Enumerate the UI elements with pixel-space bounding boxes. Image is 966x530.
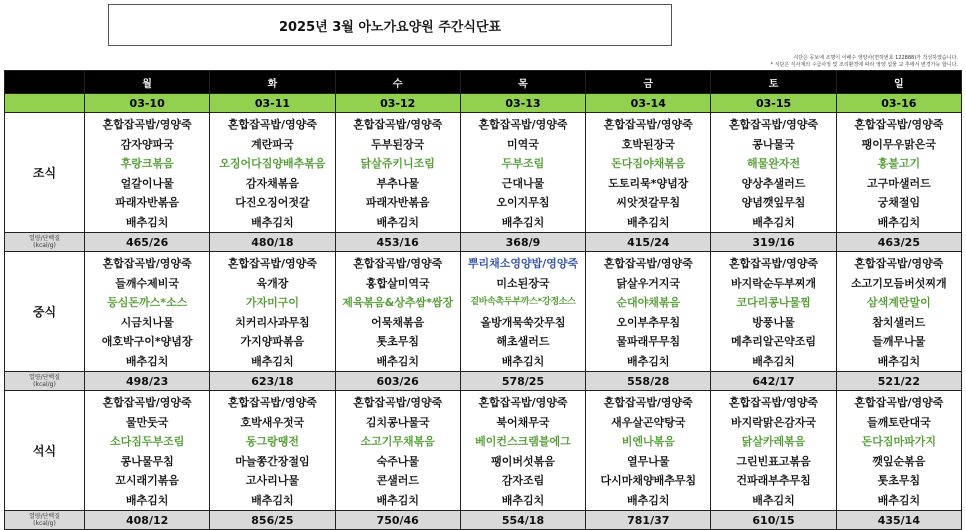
- date-label: 03-16: [836, 94, 961, 113]
- menu-item: 배추김치: [376, 354, 419, 368]
- kcal-value: 415/24: [586, 233, 711, 252]
- menu-item: 배추김치: [752, 493, 795, 507]
- corner-cell: [5, 94, 85, 113]
- menu-cell: [836, 252, 961, 372]
- menu-item: 들깨토란대국: [866, 415, 931, 429]
- menu-item: 들깨무나물: [872, 335, 926, 348]
- menu-item: 혼합잡곡밥/영양죽: [854, 118, 944, 131]
- menu-item: 닭살카레볶음: [741, 435, 806, 448]
- menu-cell: [335, 391, 460, 511]
- date-label: 03-14: [586, 94, 711, 113]
- menu-item: 배추김치: [376, 493, 419, 507]
- kcal-label-line: 열량/단백질: [28, 374, 60, 381]
- menu-item: 삼색계란말이: [866, 296, 931, 309]
- menu-cell: [335, 113, 460, 233]
- day-label: 금: [586, 71, 711, 94]
- kcal-value: 623/18: [210, 372, 335, 391]
- kcal-row: [5, 511, 962, 530]
- menu-item: 올방개묵쑥갓무침: [480, 315, 566, 329]
- menu-item: 씨앗젓갈무침: [616, 196, 681, 209]
- menu-item: 혼합잡곡밥/영양죽: [729, 396, 819, 409]
- menu-item: 배추김치: [251, 354, 294, 368]
- menu-item: 바지락맑은감자국: [731, 415, 817, 429]
- menu-item: 꼬시래기볶음: [115, 474, 180, 487]
- date-label: 03-12: [335, 94, 460, 113]
- menu-item: 닭살우거지국: [616, 276, 681, 290]
- day-header-row: [5, 71, 962, 94]
- menu-item: 닭살쥬키니조림: [360, 157, 435, 170]
- menu-item: 배추김치: [877, 354, 921, 368]
- menu-item: 치커리사과무침: [235, 315, 310, 329]
- menu-item: 그린빈표고볶음: [736, 454, 811, 468]
- menu-item: 미역국: [507, 137, 539, 151]
- menu-item: 톳초무침: [877, 474, 921, 487]
- menu-item: 물만둣국: [125, 415, 169, 429]
- kcal-label-unit: (kcal/g): [33, 242, 56, 249]
- menu-item: 돈다짐마파가지: [861, 435, 937, 448]
- menu-item: 바지락순두부찌개: [731, 276, 817, 290]
- menu-item: 혼합잡곡밥/영양죽: [729, 118, 819, 131]
- menu-item: 홍불고기: [877, 157, 921, 170]
- menu-item: 뿌리채소영양밥/영양죽: [467, 257, 579, 270]
- kcal-value: 319/16: [711, 233, 836, 252]
- menu-item: 후랑크볶음: [120, 157, 174, 170]
- menu-cell: [85, 252, 210, 372]
- kcal-value: 781/37: [586, 511, 711, 530]
- kcal-value: 368/9: [460, 233, 585, 252]
- menu-item: 콩나물국: [752, 137, 795, 151]
- menu-item: 궁채절임: [877, 196, 921, 209]
- menu-item: 혼합잡곡밥/영양죽: [353, 396, 443, 409]
- kcal-value: 554/18: [460, 511, 585, 530]
- menu-item: 배추김치: [627, 215, 670, 229]
- menu-item: 가지양파볶음: [240, 335, 305, 348]
- meal-label: 석식: [5, 391, 85, 511]
- menu-item: 건파래부추무침: [736, 474, 811, 487]
- day-label: 일: [836, 71, 961, 94]
- menu-item: 혼합잡곡밥/영양죽: [603, 396, 693, 409]
- menu-item: 코다리콩나물찜: [736, 296, 811, 309]
- kcal-value: 465/26: [85, 233, 210, 252]
- menu-item: 돈다짐야채볶음: [611, 157, 686, 170]
- kcal-label-line: 열량/단백질: [28, 513, 60, 520]
- meal-label: 조식: [5, 113, 85, 233]
- menu-cell: [711, 391, 836, 511]
- menu-item: 혼합잡곡밥/영양죽: [729, 257, 819, 270]
- meal-row: [5, 391, 962, 511]
- menu-item: 계란파국: [251, 137, 294, 151]
- day-label: 화: [210, 71, 335, 94]
- page-title: 2025년 3월 아노가요양원 주간식단표: [108, 4, 672, 46]
- menu-item: 시금치나물: [120, 315, 174, 329]
- menu-item: 콘샐러드: [376, 474, 419, 487]
- menu-item: 얼갈이나물: [120, 176, 174, 190]
- kcal-label: [5, 372, 85, 391]
- menu-item: 파래자반볶음: [115, 196, 180, 209]
- menu-item: 혼합잡곡밥/영양죽: [227, 396, 317, 409]
- kcal-value: 521/22: [836, 372, 961, 391]
- menu-item: 동그랑땡전: [245, 435, 299, 448]
- meal-label: 중식: [5, 252, 85, 372]
- menu-item: 혼합잡곡밥/영양죽: [854, 396, 944, 409]
- menu-item: 콩나물무침: [120, 454, 174, 468]
- menu-item: 북어채무국: [496, 415, 550, 429]
- day-label: 월: [85, 71, 210, 94]
- menu-item: 다진오징어젓갈: [235, 196, 310, 209]
- menu-item: 열무나물: [627, 454, 670, 468]
- change-note: * 식단은 식사재의 수급사정 및 조리환경에 따라 영양 섭물 교 추에서 변경가능 합니다.: [770, 62, 958, 68]
- kcal-value: 480/18: [210, 233, 335, 252]
- menu-item: 양상추샐러드: [741, 176, 806, 190]
- menu-item: 감자조림: [501, 474, 545, 487]
- menu-cell: [210, 391, 335, 511]
- menu-item: 혼합잡곡밥/영양죽: [227, 257, 317, 270]
- menu-item: 배추김치: [752, 354, 795, 368]
- menu-item: 배추김치: [251, 493, 294, 507]
- kcal-value: 750/46: [335, 511, 460, 530]
- menu-item: 오징어다짐양배추볶음: [219, 157, 326, 170]
- kcal-label: [5, 511, 85, 530]
- menu-item: 미소된장국: [496, 276, 550, 290]
- menu-item: 제육볶음&상추쌈*쌈장: [342, 296, 454, 309]
- menu-item: 메추리알곤약조림: [731, 335, 817, 348]
- kcal-value: 856/25: [210, 511, 335, 530]
- menu-cell: [460, 252, 585, 372]
- date-header-row: [5, 94, 962, 113]
- kcal-label: [5, 233, 85, 252]
- menu-cell: [460, 391, 585, 511]
- menu-item: 팽이무우맑은국: [861, 137, 937, 151]
- menu-item: 두부된장국: [371, 137, 425, 151]
- menu-cell: [85, 391, 210, 511]
- menu-item: 방풍나물: [752, 315, 795, 329]
- menu-cell: [586, 391, 711, 511]
- menu-item: 해초샐러드: [496, 335, 550, 348]
- dietitian-note: 식단은 공보에 조명이 이배수 영양사(면허번호 122888)가 작성하였습니다.: [793, 55, 958, 61]
- menu-cell: [335, 252, 460, 372]
- kcal-value: 642/17: [711, 372, 836, 391]
- menu-item: 배추김치: [376, 215, 419, 229]
- menu-item: 물파래무무침: [616, 335, 681, 348]
- kcal-value: 603/26: [335, 372, 460, 391]
- menu-cell: [586, 113, 711, 233]
- menu-item: 감자양파국: [120, 137, 174, 151]
- menu-item: 혼합잡곡밥/영양죽: [102, 396, 192, 409]
- kcal-label-line: 열량/단백질: [28, 235, 60, 242]
- menu-item: 숙주나물: [376, 454, 419, 468]
- menu-item: 혼합잡곡밥/영양죽: [227, 118, 317, 131]
- menu-cell: [836, 391, 961, 511]
- menu-item: 배추김치: [877, 215, 921, 229]
- menu-item: 혼합잡곡밥/영양죽: [102, 118, 192, 131]
- kcal-label-unit: (kcal/g): [33, 520, 56, 527]
- day-label: 수: [335, 71, 460, 94]
- kcal-value: 453/16: [335, 233, 460, 252]
- kcal-value: 463/25: [836, 233, 961, 252]
- day-label: 목: [460, 71, 585, 94]
- day-label: 토: [711, 71, 836, 94]
- menu-item: 김치콩나물국: [365, 415, 430, 429]
- menu-item: 양념깻잎무침: [741, 196, 806, 209]
- menu-item: 배추김치: [501, 493, 545, 507]
- date-label: 03-13: [460, 94, 585, 113]
- kcal-value: 578/25: [460, 372, 585, 391]
- meal-row: [5, 113, 962, 233]
- menu-item: 혼합잡곡밥/영양죽: [603, 118, 693, 131]
- menu-item: 베이컨스크램블에그: [475, 435, 571, 448]
- menu-item: 혼합잡곡밥/영양죽: [102, 257, 192, 270]
- menu-cell: [460, 113, 585, 233]
- menu-item: 소고기모듬버섯찌개: [851, 276, 947, 290]
- weekly-menu-table: [4, 70, 962, 530]
- menu-item: 어묵채볶음: [371, 315, 425, 329]
- menu-item: 배추김치: [501, 354, 545, 368]
- kcal-row: [5, 233, 962, 252]
- menu-item: 부추나물: [376, 176, 419, 190]
- menu-item: 깻잎순볶음: [872, 454, 926, 468]
- menu-item: 겉바속촉두부까스*강정소스: [470, 297, 576, 307]
- menu-item: 톳초무침: [376, 335, 419, 348]
- menu-item: 다시마채양배추무침: [600, 474, 697, 487]
- menu-item: 참치샐러드: [872, 315, 926, 329]
- menu-item: 근대나물: [501, 176, 545, 190]
- date-label: 03-15: [711, 94, 836, 113]
- menu-item: 순대야채볶음: [616, 296, 681, 309]
- menu-item: 호박된장국: [621, 137, 675, 151]
- kcal-label-unit: (kcal/g): [33, 381, 56, 388]
- menu-item: 파래자반볶음: [365, 196, 430, 209]
- date-label: 03-10: [85, 94, 210, 113]
- menu-item: 도토리묵*양념장: [608, 176, 689, 190]
- menu-item: 고구마샐러드: [866, 176, 931, 190]
- menu-cell: [586, 252, 711, 372]
- menu-item: 혼합잡곡밥/영양죽: [478, 118, 568, 131]
- menu-item: 마늘쫑간장절임: [235, 454, 310, 468]
- menu-item: 혼합잡곡밥/영양죽: [353, 257, 443, 270]
- menu-item: 비엔나볶음: [621, 435, 675, 448]
- menu-item: 배추김치: [877, 493, 921, 507]
- menu-item: 들깨수제비국: [115, 276, 180, 290]
- menu-item: 혼합잡곡밥/영양죽: [854, 257, 944, 270]
- menu-item: 애호박구이*양념장: [101, 335, 193, 348]
- menu-item: 고사리나물: [245, 474, 299, 487]
- kcal-row: [5, 372, 962, 391]
- corner-cell: [5, 71, 85, 94]
- menu-item: 육개장: [256, 276, 289, 290]
- menu-item: 배추김치: [251, 215, 294, 229]
- menu-item: 새우살곤약탕국: [611, 415, 686, 429]
- menu-item: 혼합잡곡밥/영양죽: [603, 257, 693, 270]
- menu-cell: [711, 252, 836, 372]
- kcal-value: 435/14: [836, 511, 961, 530]
- menu-item: 호박새우젓국: [240, 415, 305, 429]
- menu-item: 오이부추무침: [616, 315, 681, 329]
- menu-item: 감자채볶음: [245, 176, 299, 190]
- menu-item: 오이지무침: [496, 196, 550, 209]
- menu-item: 팽이버섯볶음: [491, 454, 555, 468]
- date-label: 03-11: [210, 94, 335, 113]
- menu-item: 두부조림: [501, 157, 545, 170]
- menu-item: 배추김치: [125, 354, 169, 368]
- menu-item: 소고기무채볶음: [360, 435, 435, 448]
- kcal-value: 610/15: [711, 511, 836, 530]
- menu-item: 배추김치: [752, 215, 795, 229]
- menu-cell: [210, 113, 335, 233]
- menu-item: 혼합잡곡밥/영양죽: [478, 396, 568, 409]
- menu-item: 홍합살미역국: [365, 276, 430, 290]
- menu-item: 등심돈까스*소스: [107, 296, 188, 309]
- kcal-value: 558/28: [586, 372, 711, 391]
- menu-cell: [210, 252, 335, 372]
- menu-cell: [836, 113, 961, 233]
- menu-cell: [711, 113, 836, 233]
- menu-cell: [85, 113, 210, 233]
- menu-item: 소다짐두부조림: [109, 435, 185, 448]
- menu-item: 배추김치: [627, 354, 670, 368]
- menu-item: 배추김치: [627, 493, 670, 507]
- menu-item: 배추김치: [501, 215, 545, 229]
- kcal-value: 408/12: [85, 511, 210, 530]
- menu-item: 배추김치: [125, 215, 169, 229]
- meal-row: [5, 252, 962, 372]
- menu-item: 해물완자전: [746, 157, 801, 170]
- menu-item: 혼합잡곡밥/영양죽: [353, 118, 443, 131]
- kcal-value: 498/23: [85, 372, 210, 391]
- menu-item: 배추김치: [125, 493, 169, 507]
- menu-item: 가자미구이: [245, 296, 299, 309]
